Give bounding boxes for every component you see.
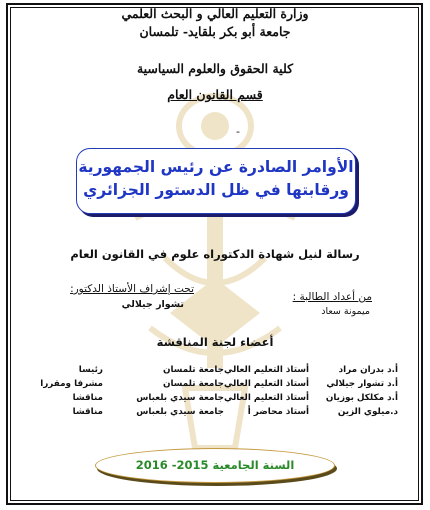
department-name: قسم القانون العام — [167, 87, 263, 102]
member-name: أ.د تشوار جيلالي — [326, 379, 398, 389]
member-rank: أستاذ التعليم العالي — [224, 379, 309, 389]
academic-year: السنة الجامعية 2015- 2016 — [135, 458, 295, 472]
member-rank: أستاذ التعليم العالي — [224, 393, 309, 403]
committee-row — [0, 407, 430, 421]
member-name: د.ميلوي الزين — [337, 407, 398, 417]
member-role: مناقشا — [72, 393, 103, 403]
member-name: أ.د بدران مراد — [338, 365, 398, 375]
member-rank: أستاذ التعليم العالي — [224, 365, 309, 375]
member-role: رئيسا — [78, 365, 103, 375]
member-role: مناقشا — [72, 407, 103, 417]
member-name: أ.د مكلكل بوزيان — [325, 393, 398, 403]
member-role: مشرفا ومقررا — [40, 379, 103, 389]
member-university: جامعة سيدي بلعباس — [136, 407, 224, 417]
faculty-name: كلية الحقوق والعلوم السياسية — [136, 61, 294, 76]
student-label: من أعداد الطالبة : — [292, 291, 372, 303]
thesis-title-line-1: الأوامر الصادرة عن رئيس الجمهورية — [78, 158, 354, 176]
separator-dash: - — [236, 125, 240, 138]
university-name: جامعة أبو بكر بلقايد- تلمسان — [139, 24, 291, 39]
supervisor-name: تشوار جيلالي — [121, 299, 184, 310]
member-university: جامعة تلمسان — [162, 365, 224, 375]
member-university: جامعة تلمسان — [162, 379, 224, 389]
member-university: جامعة سيدي بلعباس — [136, 393, 224, 403]
committee-title: أعضاء لجنة المناقشة — [156, 335, 274, 349]
thesis-title-line-2: ورقابتها في ظل الدستور الجزائري — [83, 181, 349, 199]
ministry-name: وزارة التعليم العالي و البحث العلمي — [121, 6, 309, 21]
member-rank: أستاذ محاضر أ — [247, 407, 309, 417]
supervisor-label: تحت إشراف الأستاذ الدكتور: — [70, 283, 194, 295]
committee-row — [0, 393, 430, 407]
committee-row — [0, 365, 430, 379]
committee-row — [0, 379, 430, 393]
thesis-statement: رسالة لنيل شهادة الدكتوراه علوم في القانون العام — [70, 247, 360, 261]
student-name: ميمونة سعاد — [321, 306, 370, 317]
thesis-title-box — [76, 148, 356, 214]
academic-year-box — [95, 448, 335, 483]
